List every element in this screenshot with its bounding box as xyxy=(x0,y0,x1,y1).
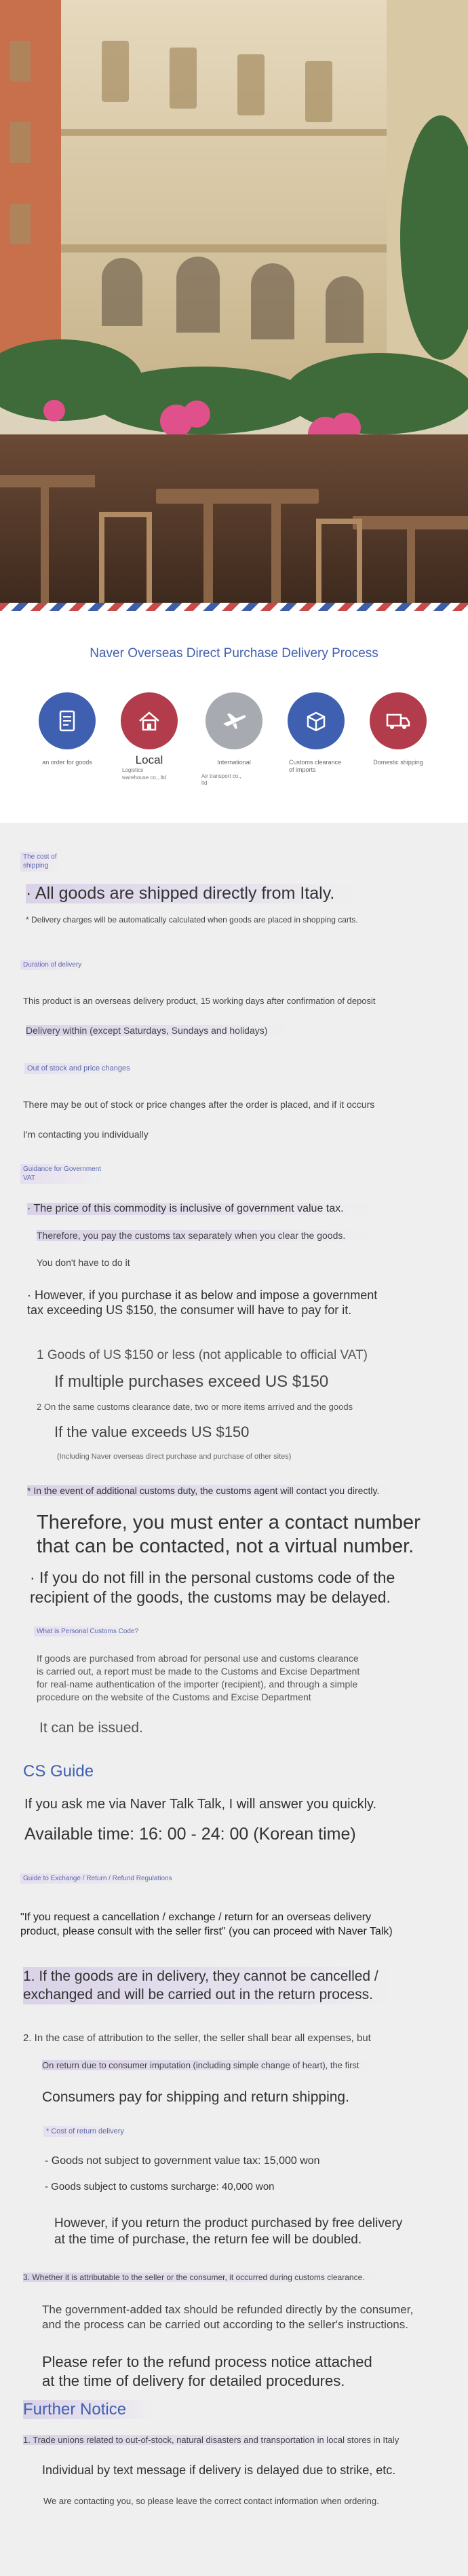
customs-box-icon xyxy=(288,692,345,749)
order-document-icon xyxy=(39,692,96,749)
process-step-international xyxy=(193,692,275,787)
duration-line-1: This product is an overseas delivery product, 15 working days after confirmation of deposit xyxy=(23,996,376,1006)
process-step-label: International xyxy=(217,759,251,766)
exchange-label: Guide to Exchange / Return / Refund Regulations xyxy=(20,1873,175,1884)
process-step-domestic xyxy=(357,692,439,766)
exchange-line-2: 1. If the goods are in delivery, they cannot be cancelled / exchanged and will be carried out in the return process. xyxy=(23,1967,392,2004)
vat-line-15: It can be issued. xyxy=(39,1720,143,1736)
exchange-line-10: 3. Whether it is attributable to the seller or the consumer, it occurred during customs clearance. xyxy=(23,2273,378,2282)
exchange-line-7: - Goods not subject to government value tax: 15,000 won xyxy=(45,2155,320,2167)
stock-line-1: There may be out of stock or price changes after the order is placed, and if it occurs xyxy=(23,1099,375,1110)
process-step-label: Domestic shipping xyxy=(373,759,423,766)
delivery-process xyxy=(0,611,468,823)
cs-guide-title: CS Guide xyxy=(23,1762,94,1780)
cs-line-1: If you ask me via Naver Talk Talk, I will answer you quickly. xyxy=(24,1797,377,1812)
stock-label: Out of stock and price changes xyxy=(24,1063,133,1074)
notice-line-3: We are contacting you, so please leave the correct contact information when ordering. xyxy=(43,2496,379,2506)
duration-label: Duration of delivery xyxy=(20,960,84,970)
exchange-line-12: Please refer to the refund process notice attached at the time of delivery for detailed procedures. xyxy=(42,2353,372,2389)
vat-line-12: · If you do not fill in the personal customs code of the recipient of the goods, the customs may be delayed. xyxy=(30,1569,395,1606)
process-step-customs xyxy=(275,692,357,774)
vat-line-5: 1 Goods of US $150 or less (not applicable to official VAT) xyxy=(37,1348,368,1362)
process-step-sub: Logistics warehouse co., ltd xyxy=(122,767,166,781)
shipping-note: * Delivery charges will be automatically calculated when goods are placed in shopping carts. xyxy=(26,915,358,925)
vat-line-4: · However, if you purchase it as below and impose a government tax exceeding US $150, the consumer will have to pay for it. xyxy=(27,1288,378,1317)
process-title: Naver Overseas Direct Purchase Delivery Process xyxy=(90,646,378,660)
vat-line-6: If multiple purchases exceed US $150 xyxy=(54,1373,329,1391)
further-notice-title: Further Notice xyxy=(23,2400,153,2419)
process-step-sub: Air transport co., ltd xyxy=(201,772,241,787)
vat-line-1: · The price of this commodity is inclusive of government value tax. xyxy=(27,1203,371,1215)
vat-line-14: If goods are purchased from abroad for personal use and customs clearance is carried out, a report must be made to the Customs and Excise Department for real-name authentication of the importer (recipient), and through a simple procedure on the website of the Customs and Excise Department xyxy=(37,1653,360,1702)
process-step-order xyxy=(26,692,108,766)
exchange-line-8: - Goods subject to customs surcharge: 40,000 won xyxy=(45,2181,275,2192)
vat-line-10: * In the event of additional customs duty, the customs agent will contact you directly. xyxy=(27,1485,393,1496)
airplane-icon xyxy=(206,692,262,749)
vat-line-7: 2 On the same customs clearance date, two or more items arrived and the goods xyxy=(37,1402,353,1412)
shipping-main-text: · All goods are shipped directly from Italy. xyxy=(26,884,355,903)
notice-line-1: 1. Trade unions related to out-of-stock, natural disasters and transportation in local stores in Italy xyxy=(23,2435,406,2445)
process-step-local xyxy=(109,692,190,781)
personal-customs-code-question: What is Personal Customs Code? xyxy=(34,1626,141,1637)
airmail-stripe xyxy=(0,603,468,611)
vat-line-9: (Including Naver overseas direct purchase and purchase of other sites) xyxy=(57,1453,292,1461)
exchange-line-1: "If you request a cancellation / exchange / return for an overseas delivery product, please consult with the seller first" (you can proceed with Naver Talk) xyxy=(20,1911,393,1937)
cs-line-2: Available time: 16: 00 - 24: 00 (Korean time) xyxy=(24,1825,356,1844)
exchange-line-3: 2. In the case of attribution to the seller, the seller shall bear all expenses, but xyxy=(23,2032,371,2044)
cafe-terrace-illustration xyxy=(0,0,468,603)
exchange-line-4: On return due to consumer imputation (including simple change of heart), the first xyxy=(42,2060,373,2070)
process-step-label: Local xyxy=(135,753,163,766)
exchange-line-5: Consumers pay for shipping and return shipping. xyxy=(42,2089,349,2105)
vat-line-2: Therefore, you pay the customs tax separately when you clear the goods. xyxy=(37,1230,372,1241)
warehouse-house-icon xyxy=(121,692,178,749)
vat-line-8: If the value exceeds US $150 xyxy=(54,1423,250,1440)
process-step-label: Customs clearance of imports xyxy=(289,759,342,773)
vat-label: Guidance for Government VAT xyxy=(20,1164,104,1184)
hero-photo xyxy=(0,0,468,603)
process-step-label: an order for goods xyxy=(42,759,92,766)
notice-line-2: Individual by text message if delivery is delayed due to strike, etc. xyxy=(42,2463,396,2477)
stock-line-2: I'm contacting you individually xyxy=(23,1129,149,1140)
vat-line-3: You don't have to do it xyxy=(37,1257,130,1268)
exchange-line-9: However, if you return the product purchased by free delivery at the time of purchase, the return fee will be doubled. xyxy=(54,2216,403,2247)
shipping-cost-label: The cost of shipping xyxy=(20,852,59,872)
vat-line-11: Therefore, you must enter a contact number that can be contacted, not a virtual number. xyxy=(37,1512,421,1557)
delivery-truck-icon xyxy=(370,692,427,749)
exchange-line-11: The government-added tax should be refunded directly by the consumer, and the process can be carried out according to the seller's instructions. xyxy=(42,2303,414,2332)
duration-line-2: Delivery within (except Saturdays, Sundays and holidays) xyxy=(26,1025,288,1036)
return-cost-label: * Cost of return delivery xyxy=(43,2126,127,2137)
